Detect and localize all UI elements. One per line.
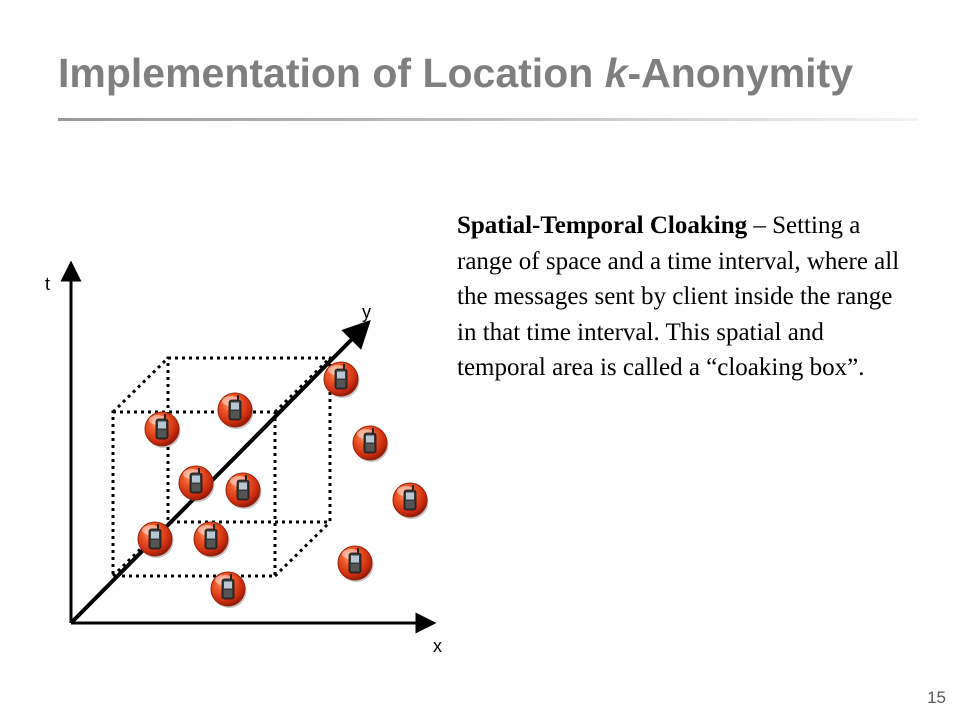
- y-axis-label: y: [362, 302, 371, 322]
- mobile-phone-icon: [179, 466, 215, 502]
- title-suffix: -Anonymity: [627, 50, 853, 96]
- title-k: k: [604, 50, 628, 96]
- mobile-phone-icon: [338, 546, 374, 582]
- mobile-phone-icon: [353, 426, 389, 462]
- mobile-phone-icon: [145, 412, 181, 448]
- mobile-phone-icon: [194, 522, 230, 558]
- definition-text: [457, 208, 917, 386]
- mobile-phone-icon: [226, 473, 262, 509]
- page-number: 15: [927, 688, 946, 707]
- t-axis-label: t: [45, 274, 51, 294]
- mobile-phone-icon: [393, 483, 429, 519]
- title-prefix: Implementation of Location: [58, 50, 605, 96]
- mobile-users: [138, 362, 429, 608]
- x-axis-label: x: [433, 636, 442, 656]
- definition-term: Spatial-Temporal Cloaking: [457, 212, 748, 239]
- definition-body: – Setting a range of space and a time interval, where all the messages sent by client inside the range in that time interval. This spatial and temporal area is called a “cloaking box”.: [457, 212, 900, 381]
- mobile-phone-icon: [218, 393, 254, 429]
